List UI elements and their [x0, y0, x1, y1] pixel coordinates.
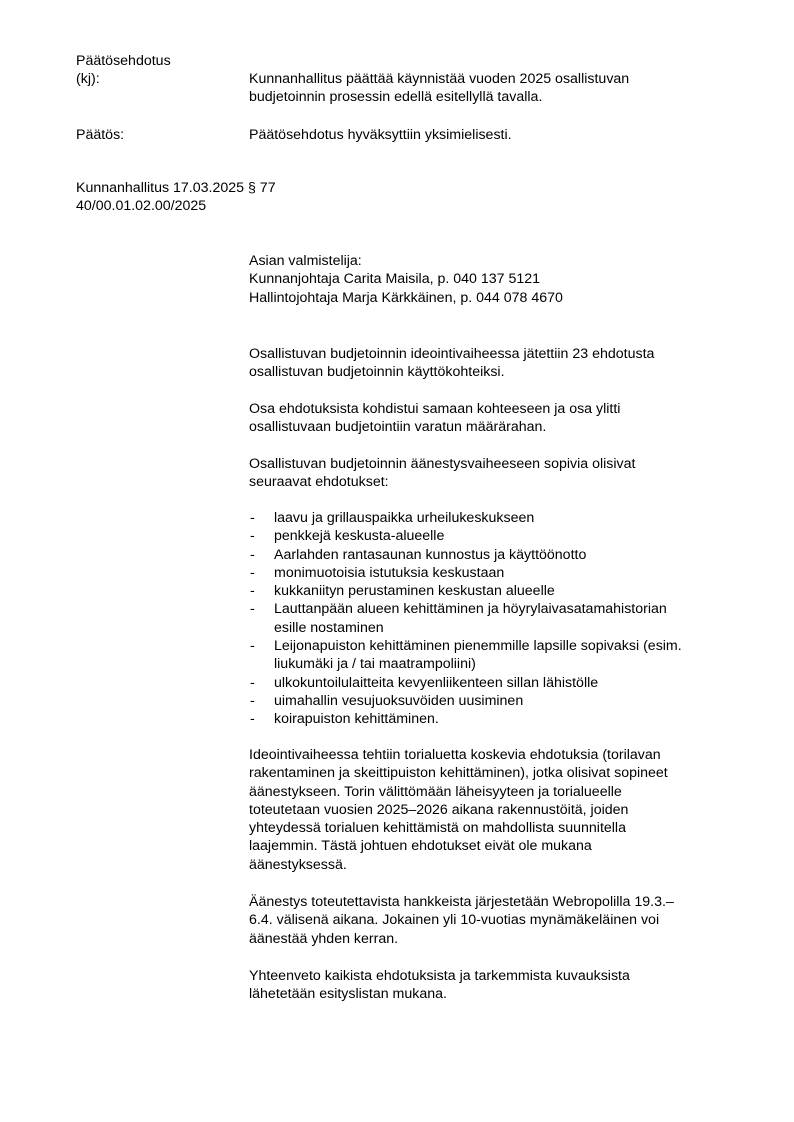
text-line: Äänestys toteutettavista hankkeista järjestetään Webropolilla 19.3.–: [249, 894, 674, 910]
list-item: - penkkejä keskusta-alueelle: [250, 528, 445, 545]
list-item: - Aarlahden rantasaunan kunnostus ja käyttöönotto: [250, 546, 587, 563]
text-line: toteutetaan vuosien 2025–2026 aikana rakennustöitä, joiden: [249, 801, 629, 818]
paragraph: [249, 746, 668, 874]
text-line: äänestää yhden kerran.: [249, 930, 399, 947]
list-item: - ulkokuntoilulaitteita kevyenliikenteen sillan lähistölle: [250, 674, 599, 691]
list-item: - uimahallin vesujuoksuvöiden uusiminen: [250, 692, 524, 709]
paragraph: [249, 967, 630, 1004]
text-line: Osallistuvan budjetoinnin ideointivaiheessa jätettiin 23 ehdotusta: [249, 346, 655, 362]
list-item: - monimuotoisia istutuksia keskustaan: [250, 564, 505, 581]
list-item: - kukkaniityn perustaminen keskustan alueelle: [250, 583, 555, 600]
preparer-title: Asian valmistelija:: [249, 253, 362, 269]
paragraph: [249, 893, 674, 948]
text-line: osallistuvaan budjetointiin varatun määrärahan.: [249, 419, 547, 436]
text-line: Kunnanhallitus päättää käynnistää vuoden 2025 osallistuvan: [249, 71, 630, 87]
preparer-block: [249, 252, 563, 307]
paragraph: [249, 345, 654, 382]
text-line: yhteydessä torialuen kehittämistä on mahdollista suunnitella: [249, 820, 626, 837]
meeting-reference: Kunnanhallitus 17.03.2025 § 77: [76, 180, 276, 196]
text-line: Ideointivaiheessa tehtiin torialuetta koskevia ehdotuksia (torilavan: [249, 747, 661, 763]
list-item: - koirapuiston kehittäminen.: [250, 711, 439, 728]
proposal-heading: Päätösehdotus: [76, 53, 171, 69]
text-line: äänestykseen. Torin välittömään läheisyyteen ja torialueelle: [249, 783, 622, 800]
paragraph: [249, 400, 620, 437]
text-line: laajemmin. Tästä johtuen ehdotukset eivät ole mukana: [249, 838, 592, 855]
list-item: - Lauttanpään alueen kehittäminen ja höyrylaivasatamahistorian esille nostaminen: [250, 601, 667, 636]
proposal-label: (kj):: [76, 71, 100, 87]
text-line: seuraavat ehdotukset:: [249, 474, 389, 491]
text-line: rakentaminen ja skeittipuiston kehittäminen), jotka olisivat sopineet: [249, 765, 668, 782]
proposal-list: [249, 509, 682, 729]
text-line: 6.4. välisenä aikana. Jokainen yli 10-vuotias mynämäkeläinen voi: [249, 912, 660, 929]
decision-label: Päätös:: [76, 127, 125, 143]
preparer-person: Hallintojohtaja Marja Kärkkäinen, p. 044 078 4670: [249, 289, 563, 306]
preparer-person: Kunnanjohtaja Carita Maisila, p. 040 137 5121: [249, 271, 541, 288]
decision-text: Päätösehdotus hyväksyttiin yksimielisesti.: [249, 127, 512, 143]
text-line: Yhteenveto kaikista ehdotuksista ja tarkemmista kuvauksista: [249, 968, 630, 984]
list-item: - laavu ja grillauspaikka urheilukeskukseen: [250, 510, 535, 526]
text-line: budjetoinnin prosessin edellä esitellyllä tavalla.: [249, 89, 543, 106]
list-item: - Leijonapuiston kehittäminen pienemmille lapsille sopivaksi (esim. liukumäki ja / tai maatrampoliini): [250, 638, 682, 673]
diary-number: 40/00.01.02.00/2025: [76, 198, 207, 214]
text-line: Osa ehdotuksista kohdistui samaan kohteeseen ja osa ylitti: [249, 401, 621, 417]
text-line: lähetetään esityslistan mukana.: [249, 986, 447, 1003]
text-line: äänestyksessä.: [249, 856, 347, 873]
paragraph: [249, 455, 635, 492]
text-line: osallistuvan budjetoinnin käyttökohteiksi.: [249, 364, 505, 381]
text-line: Osallistuvan budjetoinnin äänestysvaiheeseen sopivia olisivat: [249, 456, 636, 472]
proposal-text: [249, 70, 629, 107]
